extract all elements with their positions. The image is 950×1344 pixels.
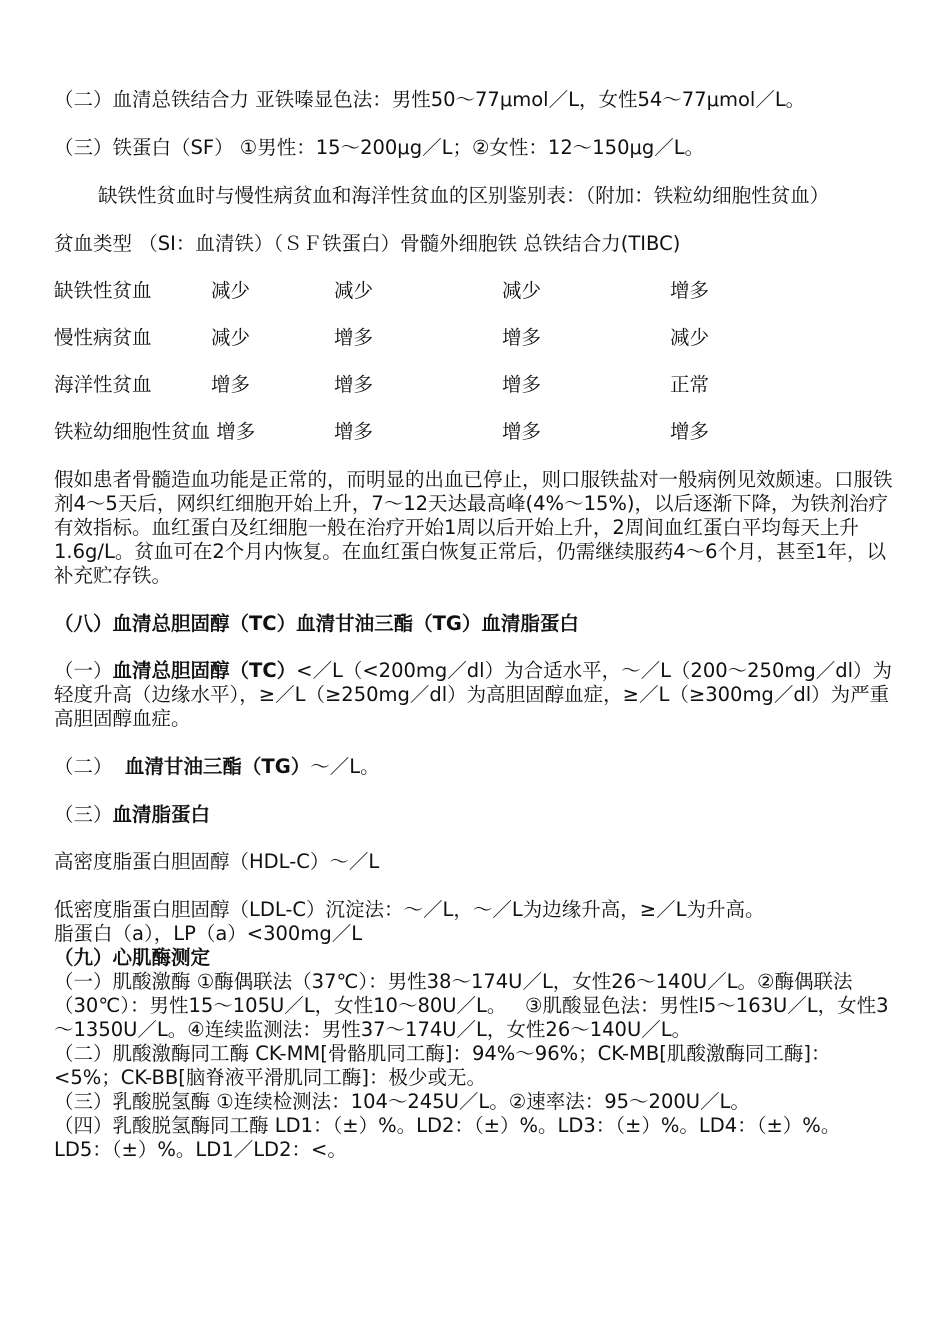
tc-text: <／L（<200mg／dl）为合适水平，～／L（200～250mg／dl）为轻度升高（边缘水平），≥／L（≥250mg／dl）为高胆固醇血症，≥／L（≥300mg／dl）为严重高胆固醇血症。 xyxy=(54,659,893,730)
hdl-line: 高密度脂蛋白胆固醇（HDL-C）～／L xyxy=(54,850,380,873)
table-cell: 减少 xyxy=(670,326,710,349)
ldl-line: 低密度脂蛋白胆固醇（LDL-C）沉淀法：～／L，～／L为边缘升高，≥／L为升高。 xyxy=(54,898,765,921)
table-cell: 增多 xyxy=(670,279,710,302)
lipid-heading: （八）血清总胆固醇（TC）血清甘油三酯（TG）血清脂蛋白 xyxy=(54,612,579,635)
lp-label: 血清脂蛋白 xyxy=(112,803,211,826)
table-cell: 减少 xyxy=(502,279,542,302)
table-cell: 减少 xyxy=(211,326,251,349)
ferritin-paragraph: （三）铁蛋白（SF） ①男性：15～200μg／L；②女性：12～150μg／L。 xyxy=(54,136,705,159)
table-cell: 正常 xyxy=(670,373,710,396)
lp-heading xyxy=(54,803,894,827)
ck-paragraph: （一）肌酸激酶 ①酶偶联法（37℃）：男性38～174U／L，女性26～140U／L。②酶偶联法（30℃）：男性15～105U／L，女性10～80U／L。 ③肌酸显色法：男性l5～163U／L，女性3～1350U／L。④连续监测法：男性37～174U／L，女性26～140U／L。 xyxy=(54,970,889,1041)
treatment-paragraph: 假如患者骨髓造血功能是正常的，而明显的出血已停止，则口服铁盐对一般病例见效颇速。口服铁剂4～5天后，网织红细胞开始上升，7～12天达最高峰(4%～15%)，以后逐渐下降，为铁剂治疗有效指标。血红蛋白及红细胞一般在治疗开始1周以后开始上升，2周间血红蛋白平均每天上升1.6g/L。贫血可在2个月内恢复。在血红蛋白恢复正常后，仍需继续服药4～6个月，甚至1年，以补充贮存铁。 xyxy=(54,468,893,587)
table-cell: 海洋性贫血 xyxy=(54,373,152,396)
tg-text: ～／L。 xyxy=(310,755,380,778)
table-cell: 缺铁性贫血 xyxy=(54,279,152,302)
ldh-paragraph: （三）乳酸脱氢酶 ①连续检测法：104～245U／L。②速率法：95～200U／L。 xyxy=(54,1090,750,1113)
table-cell: 慢性病贫血 xyxy=(54,326,152,349)
document-page xyxy=(54,88,894,1162)
table-row xyxy=(54,326,894,350)
tc-paragraph xyxy=(54,659,894,731)
anemia-table xyxy=(54,279,894,444)
table-cell: 增多 xyxy=(502,326,542,349)
tc-label: 血清总胆固醇（TC） xyxy=(112,659,297,682)
table-row xyxy=(54,279,894,303)
tg-paragraph xyxy=(54,755,894,779)
table-cell: 增多 xyxy=(334,373,374,396)
table-row xyxy=(54,420,894,444)
table-cell: 减少 xyxy=(334,279,374,302)
table-cell: 铁粒幼细胞性贫血 增多 xyxy=(54,420,256,443)
table-cell: 增多 xyxy=(334,326,374,349)
table-cell: 增多 xyxy=(502,373,542,396)
ck-isoenzyme-paragraph: （二）肌酸激酶同工酶 CK-MM[骨骼肌同工酶]：94%～96%；CK-MB[肌酸激酶同工酶]：<5%；CK-BB[脑脊液平滑肌同工酶]：极少或无。 xyxy=(54,1042,831,1089)
table-cell: 增多 xyxy=(502,420,542,443)
tg-prefix: （二） xyxy=(54,755,125,778)
table-cell: 增多 xyxy=(211,373,251,396)
lp-prefix: （三） xyxy=(54,803,113,826)
table-row xyxy=(54,373,894,397)
table-header: 贫血类型 （SI：血清铁）（ＳＦ铁蛋白）骨髓外细胞铁 总铁结合力(TIBC) xyxy=(54,232,681,255)
enzyme-heading: （九）心肌酶测定 xyxy=(54,946,211,969)
tg-label: 血清甘油三酯（TG） xyxy=(124,755,311,778)
table-cell: 增多 xyxy=(670,420,710,443)
tibc-paragraph: （二）血清总铁结合力 亚铁嗪显色法：男性50～77μmol／L，女性54～77μmol／L。 xyxy=(54,88,806,111)
table-intro: 缺铁性贫血时与慢性病贫血和海洋性贫血的区别鉴别表：（附加：铁粒幼细胞性贫血） xyxy=(98,184,830,207)
table-cell: 减少 xyxy=(211,279,251,302)
tc-prefix: （一） xyxy=(54,659,113,682)
table-cell: 增多 xyxy=(334,420,374,443)
lpa-line: 脂蛋白（a），LP（a）<300mg／L xyxy=(54,922,363,945)
ldh-isoenzyme-paragraph: （四）乳酸脱氢酶同工酶 LD1：（±）%。LD2：（±）%。LD3：（±）%。LD4：（±）%。LD5：（±）%。LD1／LD2：<。 xyxy=(54,1114,841,1161)
